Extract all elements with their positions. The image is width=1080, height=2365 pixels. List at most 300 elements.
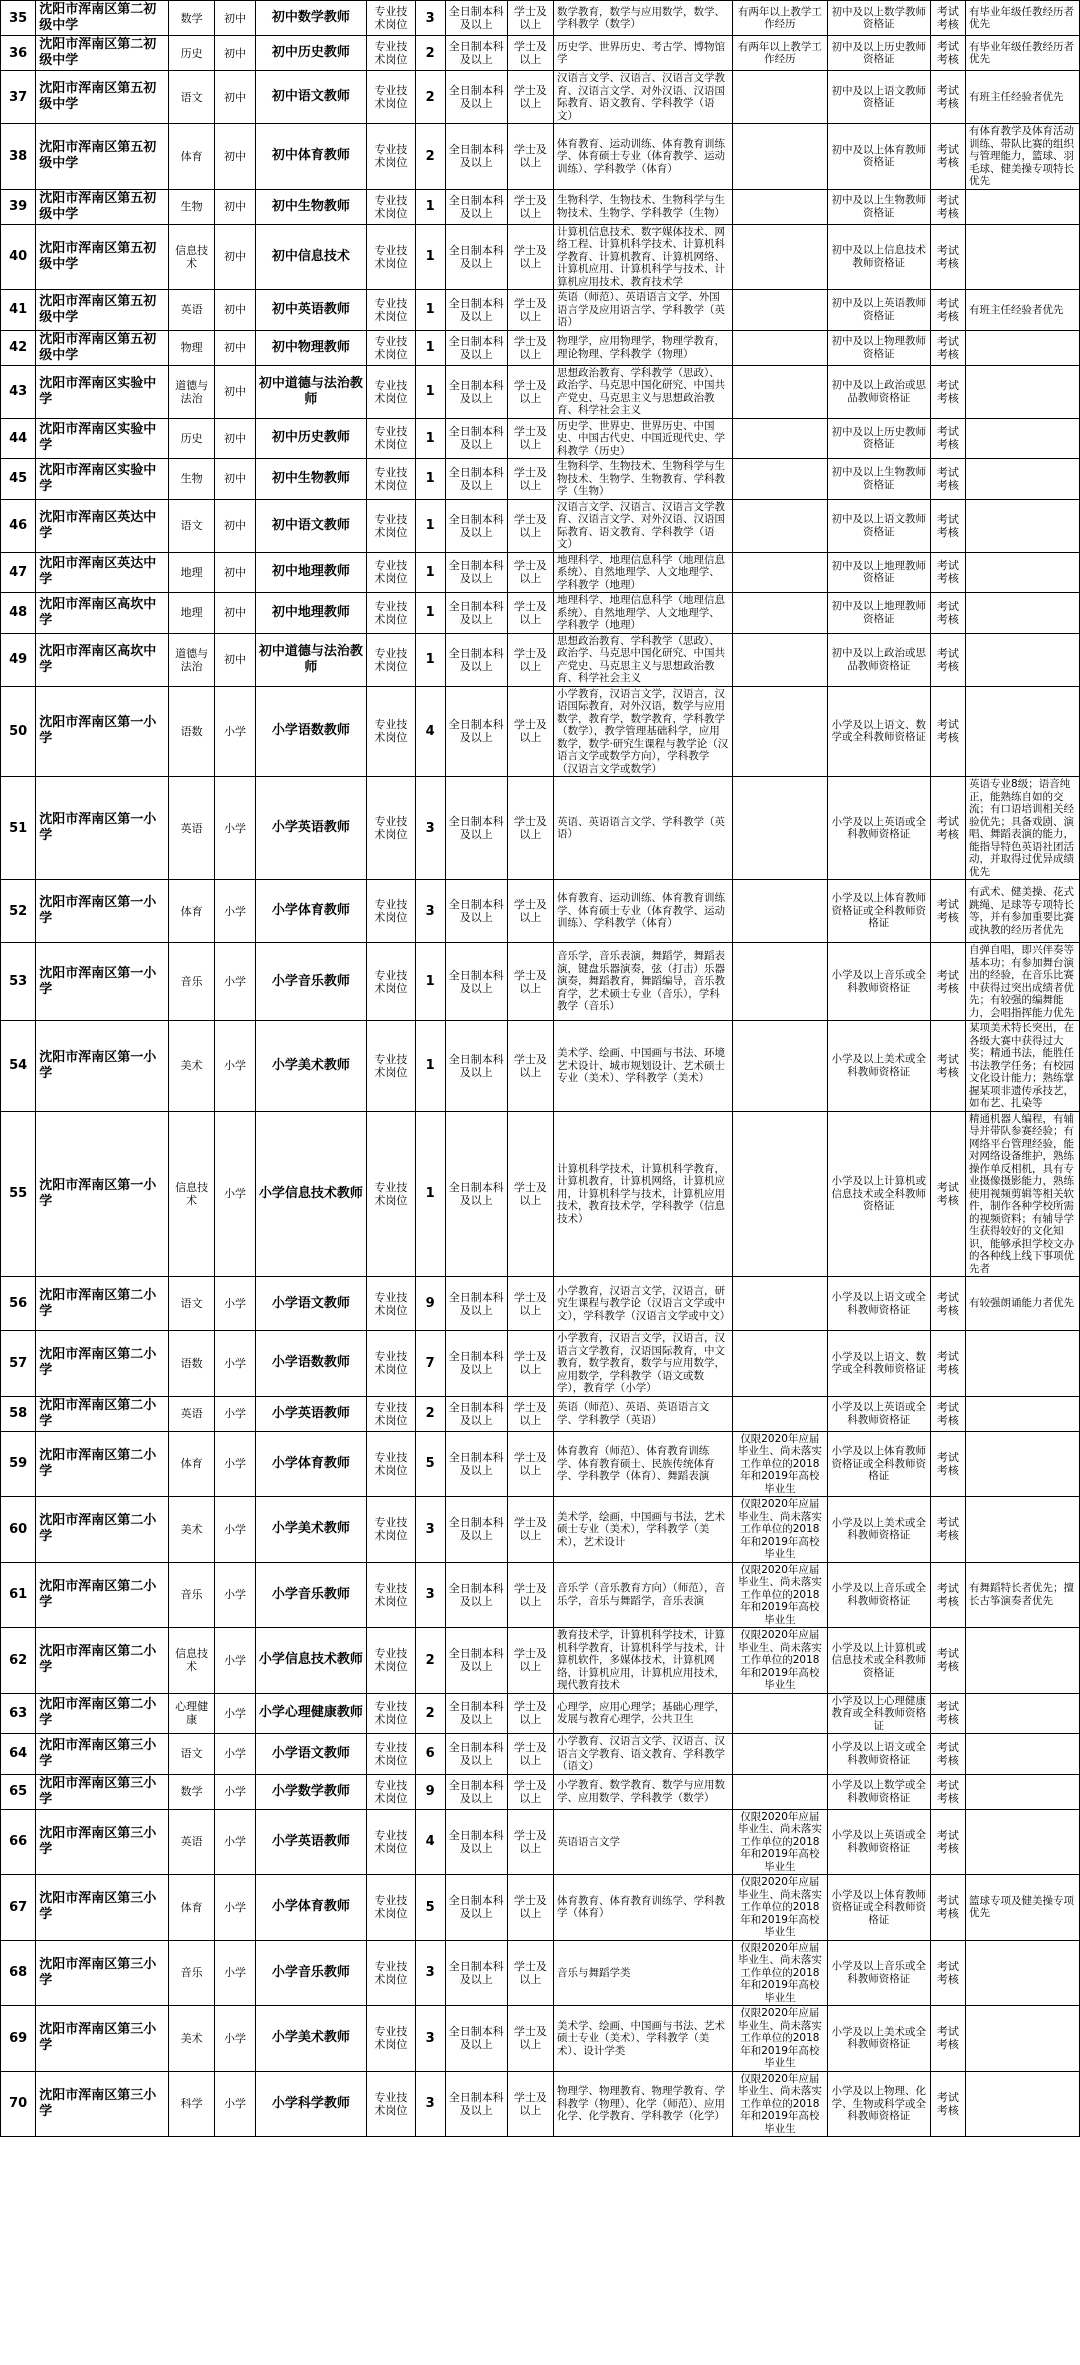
major-requirement-cell: 小学教育、数学教育、数学与应用数学、应用数学、学科教学（数学） — [553, 1774, 732, 1809]
other-requirement-cell — [732, 686, 827, 777]
degree-cell: 学士及以上 — [507, 290, 553, 331]
post-name-cell: 小学语数教师 — [255, 1331, 366, 1397]
major-requirement-cell: 地理科学、地理信息科学（地理信息系统）、自然地理学、人文地理学、学科教学（地理） — [553, 593, 732, 634]
subject-cell: 英语 — [169, 777, 215, 880]
post-type-cell: 专业技术岗位 — [366, 1628, 415, 1694]
education-cell: 全日制本科及以上 — [445, 330, 507, 365]
unit-name-cell: 沈阳市浑南区第一小学 — [36, 686, 169, 777]
post-type-cell: 专业技术岗位 — [366, 593, 415, 634]
post-name-cell: 初中语文教师 — [255, 71, 366, 124]
major-requirement-cell: 英语（师范）、英语、英语语言文学、学科教学（英语） — [553, 1396, 732, 1431]
remark-cell: 有舞蹈特长者优先；擅长古筝演奏者优先 — [966, 1562, 1080, 1628]
subject-cell: 历史 — [169, 36, 215, 71]
other-requirement-cell — [732, 880, 827, 943]
unit-name-cell: 沈阳市浑南区实验中学 — [36, 365, 169, 418]
education-cell: 全日制本科及以上 — [445, 1396, 507, 1431]
unit-name-cell: 沈阳市浑南区第二初级中学 — [36, 1, 169, 36]
post-type-cell: 专业技术岗位 — [366, 1809, 415, 1875]
unit-name-cell: 沈阳市浑南区第三小学 — [36, 2006, 169, 2072]
unit-name-cell: 沈阳市浑南区第二小学 — [36, 1693, 169, 1734]
unit-name-cell: 沈阳市浑南区第一小学 — [36, 777, 169, 880]
post-name-cell: 小学体育教师 — [255, 880, 366, 943]
unit-name-cell: 沈阳市浑南区第二小学 — [36, 1331, 169, 1397]
subject-cell: 信息技术 — [169, 1111, 215, 1277]
degree-cell: 学士及以上 — [507, 777, 553, 880]
major-requirement-cell: 小学教育，汉语言文学，汉语言，汉语国际教育，对外汉语，数学与应用数学，教育学，数学教育，学科教学（数学），教学管理基础科学，应用数学，数学·研究生课程与教学论（汉语言文学或数学方向），学科教学（汉语言文学或数学） — [553, 686, 732, 777]
post-name-cell: 初中地理教师 — [255, 593, 366, 634]
table-row — [1, 365, 1080, 418]
post-name-cell: 初中体育教师 — [255, 124, 366, 190]
recruit-count-cell: 2 — [415, 36, 445, 71]
subject-cell: 历史 — [169, 418, 215, 459]
exam-method-cell: 考试考核 — [930, 1, 965, 36]
exam-method-cell: 考试考核 — [930, 1875, 965, 1941]
table-row — [1, 36, 1080, 71]
education-cell: 全日制本科及以上 — [445, 1111, 507, 1277]
certificate-cell: 初中及以上政治或思品教师资格证 — [827, 365, 930, 418]
school-level-cell: 初中 — [215, 593, 256, 634]
subject-cell: 道德与法治 — [169, 633, 215, 686]
post-type-cell: 专业技术岗位 — [366, 124, 415, 190]
major-requirement-cell: 小学教育，汉语言文学，汉语言，汉语言文学教育，汉语国际教育，中文教育，数学教育，数学与应用数学，应用数学，学科教学（语文或数学），教育学（小学） — [553, 1331, 732, 1397]
school-level-cell: 小学 — [215, 1809, 256, 1875]
table-row — [1, 1774, 1080, 1809]
other-requirement-cell — [732, 1111, 827, 1277]
post-type-cell: 专业技术岗位 — [366, 943, 415, 1021]
recruit-count-cell: 1 — [415, 499, 445, 552]
post-type-cell: 专业技术岗位 — [366, 499, 415, 552]
unit-name-cell: 沈阳市浑南区第一小学 — [36, 1021, 169, 1112]
unit-name-cell: 沈阳市浑南区第五初级中学 — [36, 290, 169, 331]
recruit-count-cell: 4 — [415, 1809, 445, 1875]
certificate-cell: 小学及以上英语或全科教师资格证 — [827, 1809, 930, 1875]
degree-cell: 学士及以上 — [507, 330, 553, 365]
table-row — [1, 2071, 1080, 2137]
post-name-cell: 小学体育教师 — [255, 1431, 366, 1497]
table-row — [1, 1562, 1080, 1628]
other-requirement-cell — [732, 552, 827, 593]
post-name-cell: 初中历史教师 — [255, 36, 366, 71]
degree-cell: 学士及以上 — [507, 124, 553, 190]
exam-method-cell: 考试考核 — [930, 1331, 965, 1397]
row-number-cell: 36 — [1, 36, 36, 71]
remark-cell — [966, 1331, 1080, 1397]
post-name-cell: 小学音乐教师 — [255, 943, 366, 1021]
exam-method-cell: 考试考核 — [930, 365, 965, 418]
remark-cell — [966, 2071, 1080, 2137]
remark-cell — [966, 1396, 1080, 1431]
school-level-cell: 小学 — [215, 1940, 256, 2006]
recruit-count-cell: 3 — [415, 1562, 445, 1628]
post-name-cell: 初中道德与法治教师 — [255, 633, 366, 686]
post-type-cell: 专业技术岗位 — [366, 552, 415, 593]
exam-method-cell: 考试考核 — [930, 330, 965, 365]
post-type-cell: 专业技术岗位 — [366, 1734, 415, 1775]
other-requirement-cell — [732, 459, 827, 500]
other-requirement-cell — [732, 189, 827, 224]
subject-cell: 体育 — [169, 1431, 215, 1497]
major-requirement-cell: 汉语言文学、汉语言、汉语言文学教育、汉语言文学、对外汉语、汉语国际教育、语文教育、学科教学（语文） — [553, 499, 732, 552]
row-number-cell: 57 — [1, 1331, 36, 1397]
post-name-cell: 小学语数教师 — [255, 686, 366, 777]
other-requirement-cell — [732, 71, 827, 124]
table-body — [1, 1, 1080, 2137]
recruit-count-cell: 1 — [415, 459, 445, 500]
row-number-cell: 65 — [1, 1774, 36, 1809]
unit-name-cell: 沈阳市浑南区第五初级中学 — [36, 189, 169, 224]
certificate-cell: 小学及以上数学或全科教师资格证 — [827, 1774, 930, 1809]
unit-name-cell: 沈阳市浑南区实验中学 — [36, 459, 169, 500]
exam-method-cell: 考试考核 — [930, 36, 965, 71]
table-row — [1, 1875, 1080, 1941]
school-level-cell: 初中 — [215, 459, 256, 500]
degree-cell: 学士及以上 — [507, 189, 553, 224]
degree-cell: 学士及以上 — [507, 1497, 553, 1563]
certificate-cell: 小学及以上计算机或信息技术或全科教师资格证 — [827, 1628, 930, 1694]
post-type-cell: 专业技术岗位 — [366, 290, 415, 331]
table-row — [1, 1396, 1080, 1431]
exam-method-cell: 考试考核 — [930, 1734, 965, 1775]
major-requirement-cell: 美术学、绘画、中国画与书法、艺术硕士专业（美术）、学科教学（美术）、设计学类 — [553, 2006, 732, 2072]
education-cell: 全日制本科及以上 — [445, 1497, 507, 1563]
row-number-cell: 67 — [1, 1875, 36, 1941]
major-requirement-cell: 地理科学、地理信息科学（地理信息系统）、自然地理学、人文地理学、学科教学（地理） — [553, 552, 732, 593]
row-number-cell: 37 — [1, 71, 36, 124]
school-level-cell: 小学 — [215, 1111, 256, 1277]
row-number-cell: 38 — [1, 124, 36, 190]
unit-name-cell: 沈阳市浑南区第二小学 — [36, 1628, 169, 1694]
degree-cell: 学士及以上 — [507, 459, 553, 500]
education-cell: 全日制本科及以上 — [445, 1693, 507, 1734]
post-name-cell: 小学语文教师 — [255, 1277, 366, 1331]
remark-cell: 有体育教学及体育活动训练、带队比赛的组织与管理能力，篮球、羽毛球、健美操专项特长优先 — [966, 124, 1080, 190]
row-number-cell: 63 — [1, 1693, 36, 1734]
post-type-cell: 专业技术岗位 — [366, 71, 415, 124]
row-number-cell: 39 — [1, 189, 36, 224]
major-requirement-cell: 计算机科学技术，计算机科学教育，计算机教育，计算机网络，计算机应用，计算机科学与技术，计算机应用技术，教育技术学，学科教学（信息技术） — [553, 1111, 732, 1277]
post-name-cell: 小学科学教师 — [255, 2071, 366, 2137]
table-row — [1, 1628, 1080, 1694]
degree-cell: 学士及以上 — [507, 1431, 553, 1497]
other-requirement-cell: 有两年以上教学工作经历 — [732, 36, 827, 71]
certificate-cell: 小学及以上音乐或全科教师资格证 — [827, 1562, 930, 1628]
education-cell: 全日制本科及以上 — [445, 1562, 507, 1628]
row-number-cell: 50 — [1, 686, 36, 777]
subject-cell: 生物 — [169, 459, 215, 500]
education-cell: 全日制本科及以上 — [445, 1809, 507, 1875]
school-level-cell: 初中 — [215, 1, 256, 36]
post-type-cell: 专业技术岗位 — [366, 686, 415, 777]
school-level-cell: 初中 — [215, 365, 256, 418]
education-cell: 全日制本科及以上 — [445, 124, 507, 190]
table-row — [1, 1111, 1080, 1277]
major-requirement-cell: 物理学、物理教育、物理学教育、学科教学（物理）、化学（师范）、应用化学、化学教育、学科教学（化学） — [553, 2071, 732, 2137]
degree-cell: 学士及以上 — [507, 1396, 553, 1431]
unit-name-cell: 沈阳市浑南区第一小学 — [36, 943, 169, 1021]
remark-cell — [966, 418, 1080, 459]
school-level-cell: 初中 — [215, 36, 256, 71]
exam-method-cell: 考试考核 — [930, 1809, 965, 1875]
school-level-cell: 初中 — [215, 124, 256, 190]
degree-cell: 学士及以上 — [507, 71, 553, 124]
school-level-cell: 小学 — [215, 2006, 256, 2072]
exam-method-cell: 考试考核 — [930, 499, 965, 552]
remark-cell: 自弹自唱，即兴伴奏等基本功；有参加舞台演出的经验，在音乐比赛中获得过突出成绩者优先；有较强的编舞能力，会唱指挥能力优先 — [966, 943, 1080, 1021]
certificate-cell: 初中及以上历史教师资格证 — [827, 418, 930, 459]
recruit-count-cell: 5 — [415, 1875, 445, 1941]
certificate-cell: 初中及以上体育教师资格证 — [827, 124, 930, 190]
remark-cell — [966, 1628, 1080, 1694]
major-requirement-cell: 音乐学（音乐教育方向）（师范），音乐学，音乐与舞蹈学，音乐表演 — [553, 1562, 732, 1628]
major-requirement-cell: 英语（师范）、英语语言文学、外国语言学及应用语言学、学科教学（英语） — [553, 290, 732, 331]
school-level-cell: 小学 — [215, 1277, 256, 1331]
post-name-cell: 初中生物教师 — [255, 459, 366, 500]
school-level-cell: 小学 — [215, 1693, 256, 1734]
other-requirement-cell: 仅限2020年应届毕业生、尚未落实工作单位的2018年和2019年高校毕业生 — [732, 2006, 827, 2072]
major-requirement-cell: 小学教育、汉语言文学、汉语言、汉语言文学教育、语文教育、学科教学（语文） — [553, 1734, 732, 1775]
subject-cell: 体育 — [169, 880, 215, 943]
other-requirement-cell — [732, 224, 827, 290]
post-type-cell: 专业技术岗位 — [366, 1497, 415, 1563]
major-requirement-cell: 思想政治教育、学科教学（思政）、政治学、马克思中国化研究、中国共产党史、马克思主义与思想政治教育、科学社会主义 — [553, 365, 732, 418]
row-number-cell: 46 — [1, 499, 36, 552]
post-name-cell: 小学美术教师 — [255, 1021, 366, 1112]
certificate-cell: 初中及以上数学教师资格证 — [827, 1, 930, 36]
subject-cell: 英语 — [169, 290, 215, 331]
subject-cell: 英语 — [169, 1396, 215, 1431]
other-requirement-cell — [732, 1396, 827, 1431]
recruit-count-cell: 6 — [415, 1734, 445, 1775]
certificate-cell: 小学及以上音乐或全科教师资格证 — [827, 1940, 930, 2006]
unit-name-cell: 沈阳市浑南区第二初级中学 — [36, 36, 169, 71]
remark-cell — [966, 1693, 1080, 1734]
remark-cell: 篮球专项及健美操专项优先 — [966, 1875, 1080, 1941]
subject-cell: 科学 — [169, 2071, 215, 2137]
certificate-cell: 小学及以上心理健康教育或全科教师资格证 — [827, 1693, 930, 1734]
other-requirement-cell: 仅限2020年应届毕业生、尚未落实工作单位的2018年和2019年高校毕业生 — [732, 1809, 827, 1875]
major-requirement-cell: 音乐学，音乐表演，舞蹈学，舞蹈表演，键盘乐器演奏，弦（打击）乐器演奏，舞蹈教育，舞蹈编导，音乐教育学，艺术硕士专业（音乐），学科教学（音乐） — [553, 943, 732, 1021]
school-level-cell: 小学 — [215, 1628, 256, 1694]
degree-cell: 学士及以上 — [507, 1734, 553, 1775]
certificate-cell: 小学及以上计算机或信息技术或全科教师资格证 — [827, 1111, 930, 1277]
major-requirement-cell: 体育教育、运动训练、体育教育训练学、体育硕士专业（体育教学、运动训练）、学科教学（体育） — [553, 880, 732, 943]
table-row — [1, 1, 1080, 36]
remark-cell — [966, 2006, 1080, 2072]
table-row — [1, 1431, 1080, 1497]
degree-cell: 学士及以上 — [507, 552, 553, 593]
recruit-count-cell: 5 — [415, 1431, 445, 1497]
education-cell: 全日制本科及以上 — [445, 189, 507, 224]
exam-method-cell: 考试考核 — [930, 459, 965, 500]
remark-cell: 有武术、健美操、花式跳绳、足球等专项特长等，并有参加重要比赛或执教的经历者优先 — [966, 880, 1080, 943]
post-type-cell: 专业技术岗位 — [366, 459, 415, 500]
school-level-cell: 小学 — [215, 686, 256, 777]
row-number-cell: 47 — [1, 552, 36, 593]
row-number-cell: 61 — [1, 1562, 36, 1628]
remark-cell — [966, 1734, 1080, 1775]
row-number-cell: 56 — [1, 1277, 36, 1331]
post-type-cell: 专业技术岗位 — [366, 418, 415, 459]
certificate-cell: 小学及以上英语或全科教师资格证 — [827, 777, 930, 880]
recruit-count-cell: 1 — [415, 330, 445, 365]
other-requirement-cell: 仅限2020年应届毕业生、尚未落实工作单位的2018年和2019年高校毕业生 — [732, 1628, 827, 1694]
unit-name-cell: 沈阳市浑南区英达中学 — [36, 499, 169, 552]
school-level-cell: 初中 — [215, 633, 256, 686]
row-number-cell: 55 — [1, 1111, 36, 1277]
row-number-cell: 51 — [1, 777, 36, 880]
table-row — [1, 552, 1080, 593]
unit-name-cell: 沈阳市浑南区第三小学 — [36, 2071, 169, 2137]
degree-cell: 学士及以上 — [507, 1, 553, 36]
major-requirement-cell: 美术学、绘画、中国画与书法、环境艺术设计、城市规划设计、艺术硕士专业（美术）、学科教学（美术） — [553, 1021, 732, 1112]
unit-name-cell: 沈阳市浑南区第五初级中学 — [36, 71, 169, 124]
table-row — [1, 1497, 1080, 1563]
certificate-cell: 初中及以上历史教师资格证 — [827, 36, 930, 71]
row-number-cell: 68 — [1, 1940, 36, 2006]
certificate-cell: 小学及以上物理、化学、生物或科学或全科教师资格证 — [827, 2071, 930, 2137]
degree-cell: 学士及以上 — [507, 1277, 553, 1331]
school-level-cell: 初中 — [215, 189, 256, 224]
unit-name-cell: 沈阳市浑南区第二小学 — [36, 1497, 169, 1563]
table-row — [1, 1734, 1080, 1775]
certificate-cell: 小学及以上语文或全科教师资格证 — [827, 1277, 930, 1331]
post-type-cell: 专业技术岗位 — [366, 1021, 415, 1112]
education-cell: 全日制本科及以上 — [445, 459, 507, 500]
major-requirement-cell: 体育教育、运动训练、体育教育训练学、体育硕士专业（体育教学、运动训练）、学科教学（体育） — [553, 124, 732, 190]
row-number-cell: 69 — [1, 2006, 36, 2072]
unit-name-cell: 沈阳市浑南区第三小学 — [36, 1875, 169, 1941]
exam-method-cell: 考试考核 — [930, 71, 965, 124]
education-cell: 全日制本科及以上 — [445, 1734, 507, 1775]
row-number-cell: 53 — [1, 943, 36, 1021]
table-row — [1, 499, 1080, 552]
table-row — [1, 418, 1080, 459]
row-number-cell: 62 — [1, 1628, 36, 1694]
other-requirement-cell — [732, 1734, 827, 1775]
recruit-count-cell: 1 — [415, 633, 445, 686]
unit-name-cell: 沈阳市浑南区第二小学 — [36, 1277, 169, 1331]
school-level-cell: 小学 — [215, 1734, 256, 1775]
remark-cell — [966, 459, 1080, 500]
post-type-cell: 专业技术岗位 — [366, 189, 415, 224]
education-cell: 全日制本科及以上 — [445, 224, 507, 290]
other-requirement-cell — [732, 1774, 827, 1809]
degree-cell: 学士及以上 — [507, 880, 553, 943]
exam-method-cell: 考试考核 — [930, 1021, 965, 1112]
remark-cell — [966, 499, 1080, 552]
row-number-cell: 42 — [1, 330, 36, 365]
certificate-cell: 初中及以上生物教师资格证 — [827, 189, 930, 224]
degree-cell: 学士及以上 — [507, 1331, 553, 1397]
major-requirement-cell: 物理学，应用物理学，物理学教育，理论物理、学科教学（物理） — [553, 330, 732, 365]
remark-cell — [966, 1497, 1080, 1563]
subject-cell: 数学 — [169, 1774, 215, 1809]
subject-cell: 音乐 — [169, 943, 215, 1021]
degree-cell: 学士及以上 — [507, 365, 553, 418]
remark-cell — [966, 633, 1080, 686]
exam-method-cell: 考试考核 — [930, 1111, 965, 1277]
row-number-cell: 64 — [1, 1734, 36, 1775]
row-number-cell: 70 — [1, 2071, 36, 2137]
recruit-count-cell: 1 — [415, 593, 445, 634]
other-requirement-cell: 仅限2020年应届毕业生、尚未落实工作单位的2018年和2019年高校毕业生 — [732, 1431, 827, 1497]
unit-name-cell: 沈阳市浑南区实验中学 — [36, 418, 169, 459]
education-cell: 全日制本科及以上 — [445, 1774, 507, 1809]
table-row — [1, 1693, 1080, 1734]
post-type-cell: 专业技术岗位 — [366, 1562, 415, 1628]
school-level-cell: 初中 — [215, 290, 256, 331]
certificate-cell: 小学及以上语文、数学或全科教师资格证 — [827, 686, 930, 777]
certificate-cell: 小学及以上英语或全科教师资格证 — [827, 1396, 930, 1431]
table-row — [1, 124, 1080, 190]
post-type-cell: 专业技术岗位 — [366, 1940, 415, 2006]
other-requirement-cell: 仅限2020年应届毕业生、尚未落实工作单位的2018年和2019年高校毕业生 — [732, 2071, 827, 2137]
table-row — [1, 777, 1080, 880]
school-level-cell: 初中 — [215, 418, 256, 459]
other-requirement-cell — [732, 593, 827, 634]
recruit-count-cell: 1 — [415, 1021, 445, 1112]
post-name-cell: 初中信息技术 — [255, 224, 366, 290]
post-name-cell: 初中数学教师 — [255, 1, 366, 36]
post-type-cell: 专业技术岗位 — [366, 1111, 415, 1277]
other-requirement-cell — [732, 1277, 827, 1331]
post-name-cell: 小学美术教师 — [255, 1497, 366, 1563]
post-type-cell: 专业技术岗位 — [366, 224, 415, 290]
post-type-cell: 专业技术岗位 — [366, 777, 415, 880]
row-number-cell: 60 — [1, 1497, 36, 1563]
certificate-cell: 初中及以上英语教师资格证 — [827, 290, 930, 331]
exam-method-cell: 考试考核 — [930, 1940, 965, 2006]
degree-cell: 学士及以上 — [507, 1774, 553, 1809]
subject-cell: 地理 — [169, 552, 215, 593]
certificate-cell: 小学及以上语文或全科教师资格证 — [827, 1734, 930, 1775]
table-row — [1, 1940, 1080, 2006]
row-number-cell: 49 — [1, 633, 36, 686]
education-cell: 全日制本科及以上 — [445, 1277, 507, 1331]
education-cell: 全日制本科及以上 — [445, 71, 507, 124]
education-cell: 全日制本科及以上 — [445, 1331, 507, 1397]
major-requirement-cell: 生物科学、生物技术、生物科学与生物技术、生物学、生物教育、学科教学（生物） — [553, 459, 732, 500]
exam-method-cell: 考试考核 — [930, 943, 965, 1021]
degree-cell: 学士及以上 — [507, 943, 553, 1021]
exam-method-cell: 考试考核 — [930, 1431, 965, 1497]
post-name-cell: 初中地理教师 — [255, 552, 366, 593]
recruit-count-cell: 2 — [415, 71, 445, 124]
exam-method-cell: 考试考核 — [930, 1396, 965, 1431]
row-number-cell: 41 — [1, 290, 36, 331]
other-requirement-cell: 仅限2020年应届毕业生、尚未落实工作单位的2018年和2019年高校毕业生 — [732, 1940, 827, 2006]
post-name-cell: 初中英语教师 — [255, 290, 366, 331]
recruit-count-cell: 3 — [415, 1497, 445, 1563]
subject-cell: 道德与法治 — [169, 365, 215, 418]
recruit-count-cell: 1 — [415, 418, 445, 459]
remark-cell: 有毕业年级任教经历者优先 — [966, 36, 1080, 71]
recruit-count-cell: 1 — [415, 552, 445, 593]
education-cell: 全日制本科及以上 — [445, 593, 507, 634]
post-type-cell: 专业技术岗位 — [366, 365, 415, 418]
major-requirement-cell: 数学教育，数学与应用数学，数学、学科教学（数学） — [553, 1, 732, 36]
subject-cell: 地理 — [169, 593, 215, 634]
major-requirement-cell: 教育技术学，计算机科学技术，计算机科学教育，计算机科学与技术，计算机软件，多媒体技术，计算机网络，计算机应用，计算机应用技术，现代教育技术 — [553, 1628, 732, 1694]
subject-cell: 生物 — [169, 189, 215, 224]
row-number-cell: 58 — [1, 1396, 36, 1431]
other-requirement-cell — [732, 124, 827, 190]
subject-cell: 语文 — [169, 71, 215, 124]
unit-name-cell: 沈阳市浑南区第五初级中学 — [36, 124, 169, 190]
school-level-cell: 初中 — [215, 552, 256, 593]
school-level-cell: 小学 — [215, 1562, 256, 1628]
degree-cell: 学士及以上 — [507, 2006, 553, 2072]
